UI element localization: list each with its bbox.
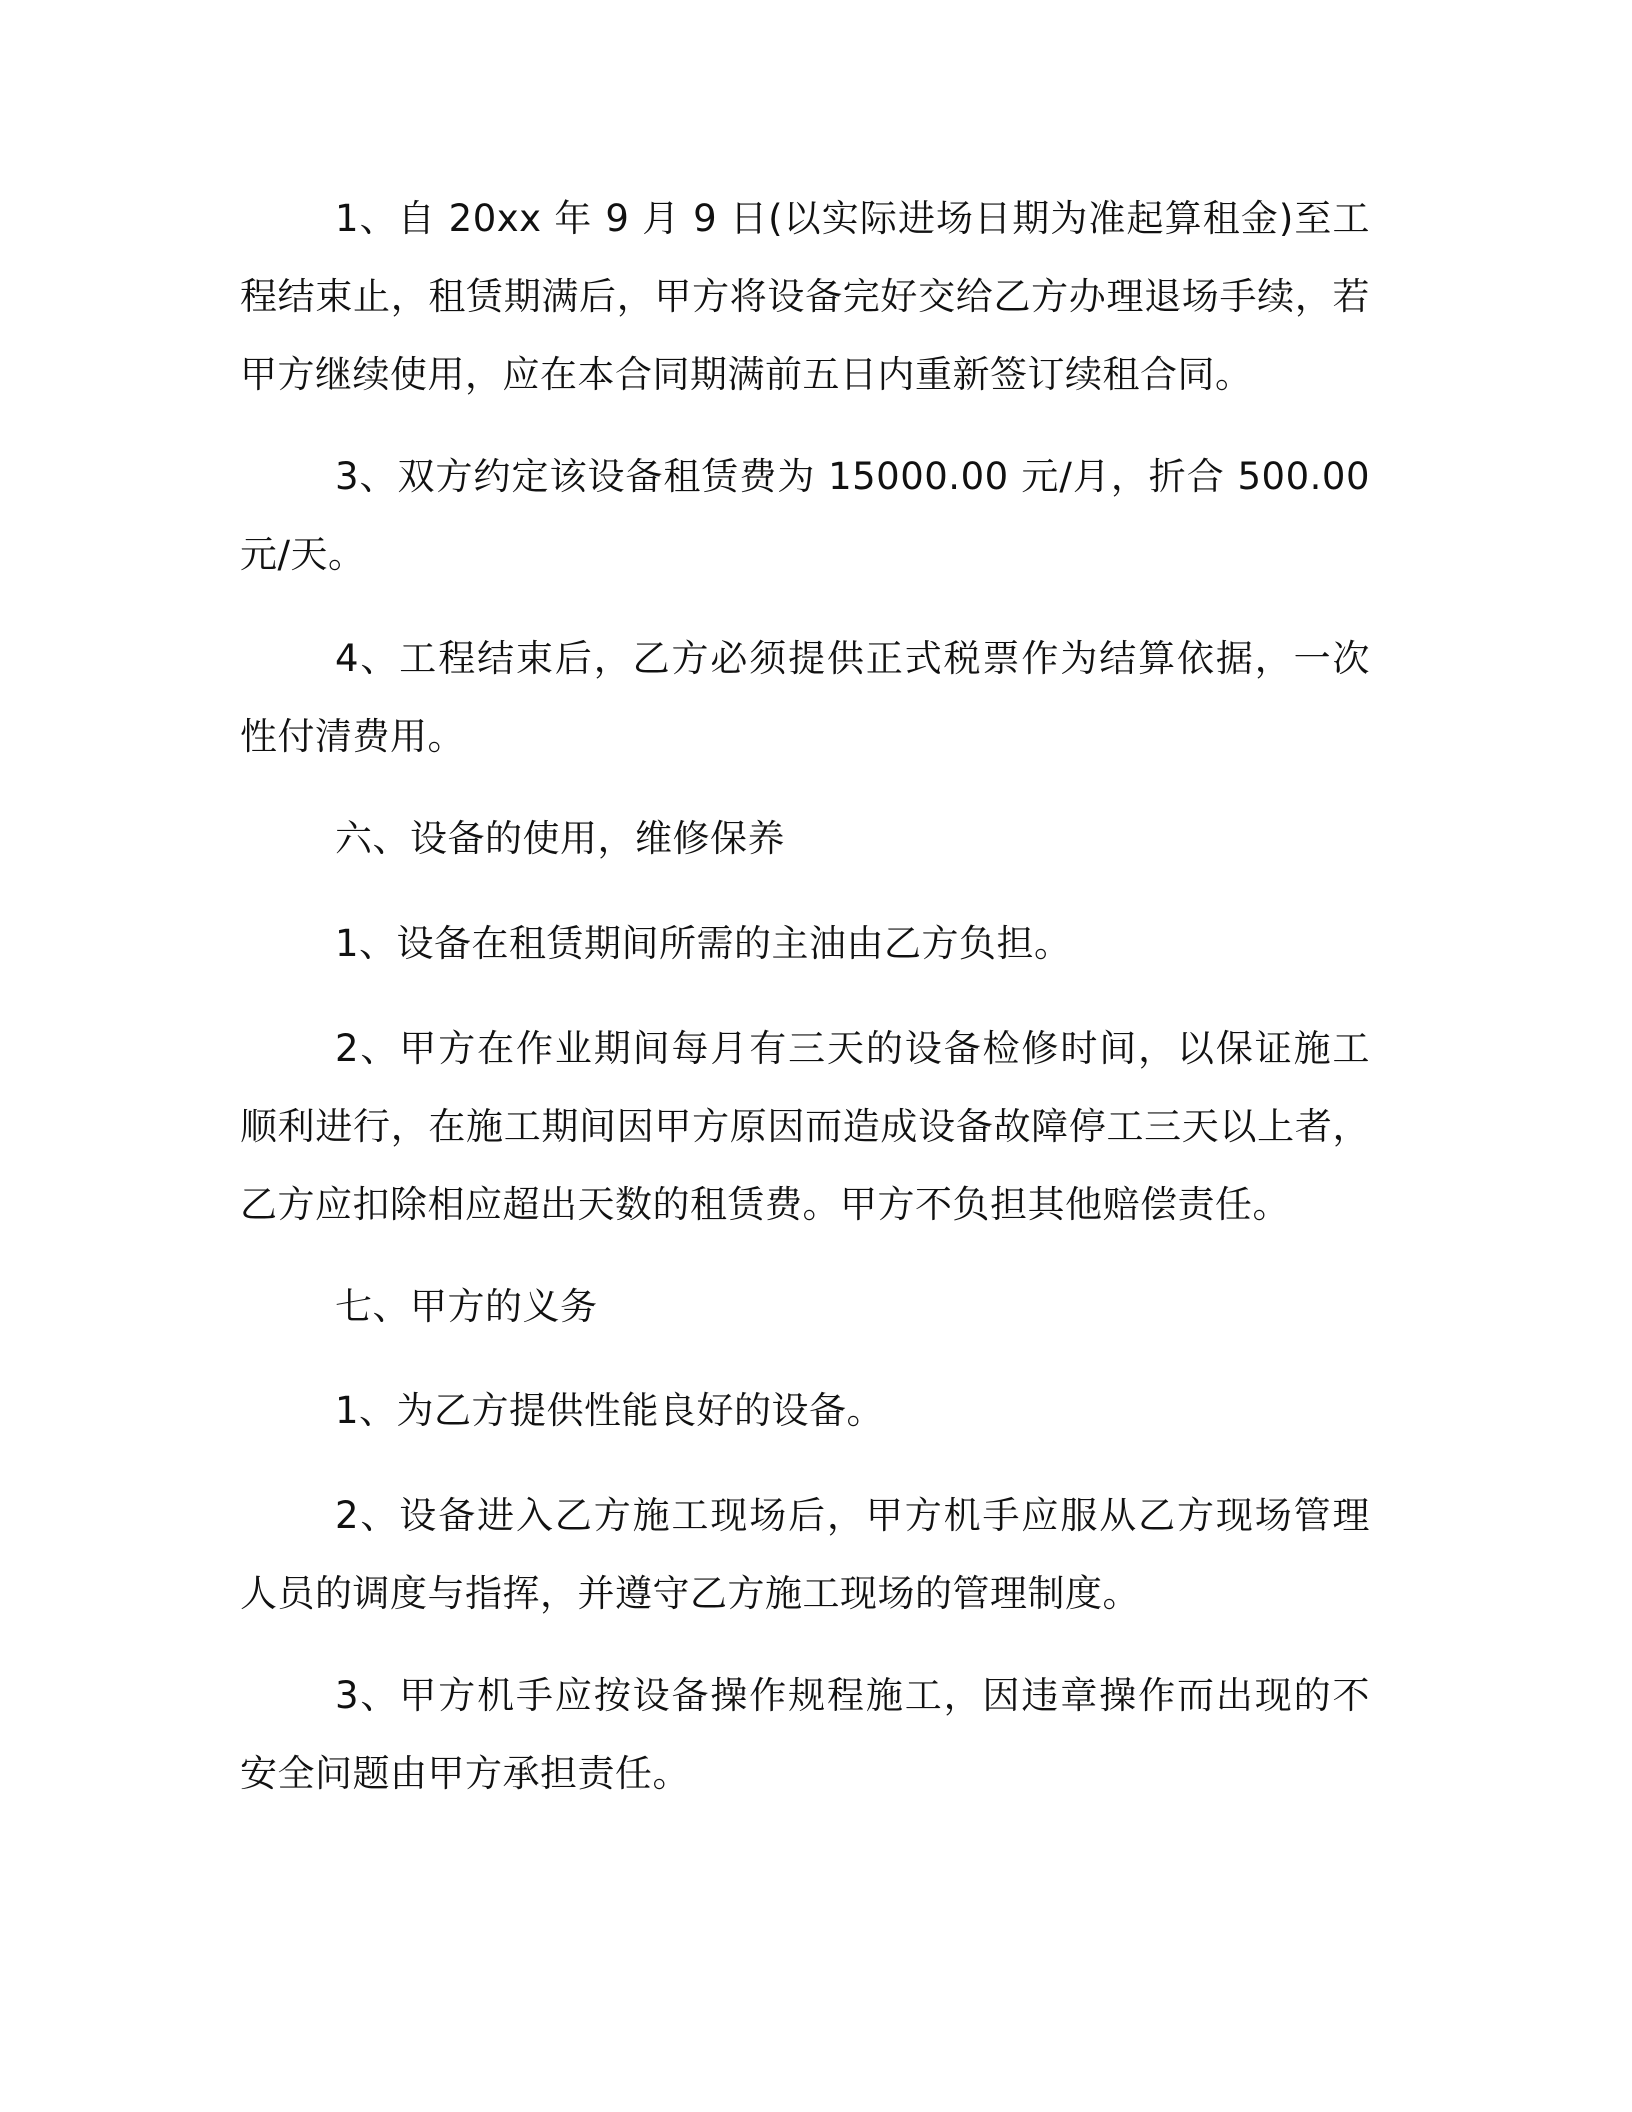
paragraph-operator-obedience: 2、设备进入乙方施工现场后，甲方机手应服从乙方现场管理人员的调度与指挥，并遵守乙方施工现场的管理制度。	[240, 1494, 1370, 1615]
paragraph-rental-fee: 3、双方约定该设备租赁费为 15000.00 元/月，折合 500.00 元/天。	[240, 455, 1370, 576]
paragraph-oil-cost: 1、设备在租赁期间所需的主油由乙方负担。	[335, 922, 1072, 965]
paragraph-safety-responsibility: 3、甲方机手应按设备操作规程施工，因违章操作而出现的不安全问题由甲方承担责任。	[240, 1674, 1370, 1795]
paragraph-rental-period: 1、自 20xx 年 9 月 9 日(以实际进场日期为准起算租金)至工程结束止，租赁期满后，甲方将设备完好交给乙方办理退场手续，若甲方继续使用，应在本合同期满前五日内重新签订续租合同。	[240, 197, 1370, 396]
paragraph-settlement: 4、工程结束后，乙方必须提供正式税票作为结算依据，一次性付清费用。	[240, 637, 1370, 758]
section-heading-party-a-obligations: 七、甲方的义务	[335, 1285, 598, 1328]
paragraph-inspection-time: 2、甲方在作业期间每月有三天的设备检修时间，以保证施工顺利进行，在施工期间因甲方原因而造成设备故障停工三天以上者，乙方应扣除相应超出天数的租赁费。甲方不负担其他赔偿责任。	[240, 1027, 1370, 1226]
paragraph-provide-equipment: 1、为乙方提供性能良好的设备。	[335, 1389, 885, 1432]
section-heading-usage-maintenance: 六、设备的使用，维修保养	[335, 817, 785, 860]
